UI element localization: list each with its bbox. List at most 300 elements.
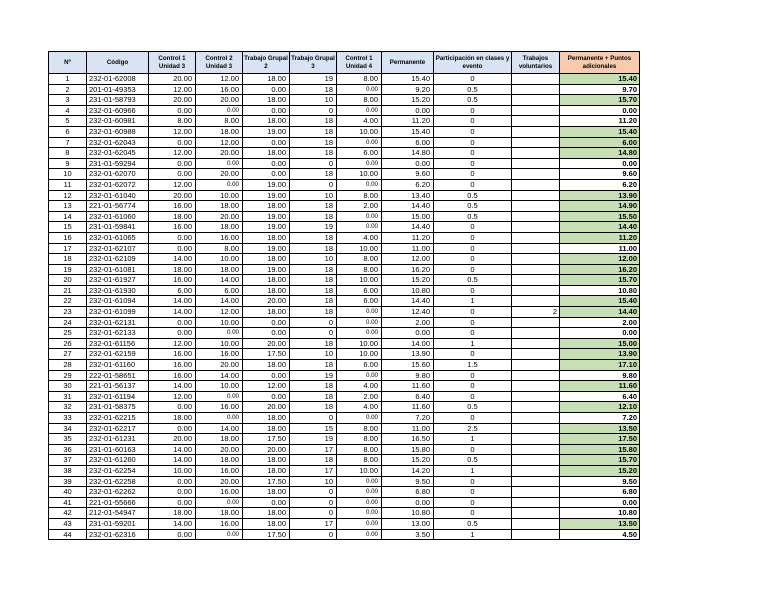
cell-numero[interactable]: 30 <box>49 381 87 392</box>
cell-codigo[interactable]: 232-01-62215 <box>87 413 149 424</box>
cell-trabajo-grupal-3[interactable]: 17 <box>290 518 337 529</box>
cell-numero[interactable]: 5 <box>49 116 87 127</box>
cell-trabajos-voluntarios[interactable] <box>512 370 560 381</box>
cell-codigo[interactable]: 232-01-62262 <box>87 487 149 498</box>
cell-control1-u4[interactable]: 0.00 <box>337 518 382 529</box>
cell-control2-u3[interactable]: 20.00 <box>196 360 243 371</box>
cell-trabajo-grupal-3[interactable]: 18 <box>290 211 337 222</box>
cell-trabajos-voluntarios[interactable] <box>512 476 560 487</box>
cell-trabajos-voluntarios[interactable] <box>512 243 560 254</box>
cell-permanente-puntos[interactable]: 15.70 <box>560 95 640 106</box>
cell-control2-u3[interactable]: 20.00 <box>196 95 243 106</box>
cell-control1-u3[interactable]: 8.00 <box>149 116 196 127</box>
cell-codigo[interactable]: 201-01-49353 <box>87 84 149 95</box>
cell-control1-u4[interactable]: 8.00 <box>337 95 382 106</box>
cell-control2-u3[interactable]: 12.00 <box>196 307 243 318</box>
cell-permanente[interactable]: 11.20 <box>382 116 434 127</box>
cell-trabajos-voluntarios[interactable] <box>512 349 560 360</box>
cell-permanente[interactable]: 6.00 <box>382 137 434 148</box>
cell-trabajo-grupal-2[interactable]: 18.00 <box>243 285 290 296</box>
cell-permanente-puntos[interactable]: 0.00 <box>560 328 640 339</box>
cell-control1-u3[interactable]: 0.00 <box>149 423 196 434</box>
cell-participacion[interactable]: 0 <box>434 349 512 360</box>
cell-participacion[interactable]: 0 <box>434 328 512 339</box>
cell-numero[interactable]: 8 <box>49 148 87 159</box>
cell-participacion[interactable]: 1 <box>434 296 512 307</box>
cell-control1-u3[interactable]: 14.00 <box>149 307 196 318</box>
cell-trabajo-grupal-2[interactable]: 0.00 <box>243 317 290 328</box>
cell-permanente[interactable]: 15.40 <box>382 126 434 137</box>
cell-control2-u3[interactable]: 18.00 <box>196 201 243 212</box>
cell-participacion[interactable]: 0.5 <box>434 95 512 106</box>
cell-numero[interactable]: 24 <box>49 317 87 328</box>
cell-numero[interactable]: 14 <box>49 211 87 222</box>
cell-numero[interactable]: 42 <box>49 508 87 519</box>
cell-control1-u4[interactable]: 0.00 <box>337 497 382 508</box>
cell-control1-u3[interactable]: 20.00 <box>149 434 196 445</box>
cell-trabajo-grupal-3[interactable]: 0 <box>290 317 337 328</box>
cell-control1-u3[interactable]: 0.00 <box>149 169 196 180</box>
cell-trabajo-grupal-2[interactable]: 12.00 <box>243 381 290 392</box>
cell-codigo[interactable]: 232-01-62107 <box>87 243 149 254</box>
cell-numero[interactable]: 25 <box>49 328 87 339</box>
cell-control2-u3[interactable]: 10.00 <box>196 190 243 201</box>
cell-trabajos-voluntarios[interactable] <box>512 275 560 286</box>
cell-control1-u4[interactable]: 4.00 <box>337 116 382 127</box>
cell-participacion[interactable]: 0 <box>434 158 512 169</box>
cell-numero[interactable]: 35 <box>49 434 87 445</box>
cell-control2-u3[interactable]: 8.00 <box>196 243 243 254</box>
cell-control2-u3[interactable]: 18.00 <box>196 126 243 137</box>
cell-control1-u4[interactable]: 10.00 <box>337 169 382 180</box>
cell-trabajo-grupal-2[interactable]: 17.50 <box>243 476 290 487</box>
cell-permanente[interactable]: 15.80 <box>382 444 434 455</box>
cell-codigo[interactable]: 231-01-60163 <box>87 444 149 455</box>
cell-trabajo-grupal-3[interactable]: 18 <box>290 285 337 296</box>
cell-trabajos-voluntarios[interactable] <box>512 487 560 498</box>
cell-codigo[interactable]: 221-01-55666 <box>87 497 149 508</box>
cell-permanente[interactable]: 15.40 <box>382 74 434 85</box>
cell-control1-u3[interactable]: 0.00 <box>149 243 196 254</box>
cell-permanente[interactable]: 0.00 <box>382 328 434 339</box>
cell-trabajo-grupal-3[interactable]: 18 <box>290 296 337 307</box>
cell-trabajo-grupal-3[interactable]: 18 <box>290 455 337 466</box>
cell-trabajos-voluntarios[interactable] <box>512 465 560 476</box>
cell-codigo[interactable]: 232-01-62109 <box>87 254 149 265</box>
cell-codigo[interactable]: 232-01-62131 <box>87 317 149 328</box>
cell-control1-u4[interactable]: 6.00 <box>337 285 382 296</box>
cell-permanente-puntos[interactable]: 2.00 <box>560 317 640 328</box>
cell-control1-u4[interactable]: 2.00 <box>337 201 382 212</box>
cell-participacion[interactable]: 0.5 <box>434 518 512 529</box>
cell-trabajo-grupal-2[interactable]: 18.00 <box>243 74 290 85</box>
cell-control2-u3[interactable]: 16.00 <box>196 518 243 529</box>
cell-participacion[interactable]: 2.5 <box>434 423 512 434</box>
cell-control2-u3[interactable]: 14.00 <box>196 423 243 434</box>
cell-trabajo-grupal-2[interactable]: 18.00 <box>243 275 290 286</box>
cell-permanente[interactable]: 0.00 <box>382 497 434 508</box>
cell-control1-u3[interactable]: 16.00 <box>149 275 196 286</box>
cell-control1-u4[interactable]: 0.00 <box>337 137 382 148</box>
cell-numero[interactable]: 39 <box>49 476 87 487</box>
cell-trabajo-grupal-3[interactable]: 17 <box>290 444 337 455</box>
cell-permanente-puntos[interactable]: 14.80 <box>560 148 640 159</box>
cell-trabajos-voluntarios[interactable] <box>512 74 560 85</box>
cell-permanente[interactable]: 0.00 <box>382 105 434 116</box>
cell-permanente[interactable]: 15.20 <box>382 455 434 466</box>
cell-permanente-puntos[interactable]: 6.40 <box>560 391 640 402</box>
cell-numero[interactable]: 7 <box>49 137 87 148</box>
cell-permanente[interactable]: 3.50 <box>382 529 434 540</box>
cell-trabajo-grupal-3[interactable]: 17 <box>290 465 337 476</box>
cell-permanente-puntos[interactable]: 16.20 <box>560 264 640 275</box>
cell-trabajo-grupal-3[interactable]: 15 <box>290 423 337 434</box>
cell-codigo[interactable]: 232-01-61160 <box>87 360 149 371</box>
cell-permanente-puntos[interactable]: 0.00 <box>560 105 640 116</box>
cell-control2-u3[interactable]: 10.00 <box>196 381 243 392</box>
cell-control1-u3[interactable]: 0.00 <box>149 232 196 243</box>
cell-control2-u3[interactable]: 20.00 <box>196 476 243 487</box>
cell-numero[interactable]: 40 <box>49 487 87 498</box>
cell-control1-u4[interactable]: 8.00 <box>337 254 382 265</box>
cell-control1-u4[interactable]: 0.00 <box>337 84 382 95</box>
cell-permanente[interactable]: 14.00 <box>382 338 434 349</box>
cell-codigo[interactable]: 232-01-61081 <box>87 264 149 275</box>
cell-trabajo-grupal-3[interactable]: 0 <box>290 179 337 190</box>
cell-trabajo-grupal-2[interactable]: 19.00 <box>243 243 290 254</box>
cell-trabajo-grupal-2[interactable]: 17.50 <box>243 434 290 445</box>
cell-control1-u4[interactable]: 2.00 <box>337 391 382 402</box>
cell-permanente[interactable]: 11.00 <box>382 423 434 434</box>
cell-codigo[interactable]: 212-01-54947 <box>87 508 149 519</box>
cell-trabajos-voluntarios[interactable] <box>512 423 560 434</box>
cell-control2-u3[interactable]: 18.00 <box>196 264 243 275</box>
cell-control1-u3[interactable]: 16.00 <box>149 201 196 212</box>
cell-trabajo-grupal-2[interactable]: 18.00 <box>243 508 290 519</box>
cell-control1-u3[interactable]: 12.00 <box>149 84 196 95</box>
cell-trabajo-grupal-3[interactable]: 18 <box>290 402 337 413</box>
cell-trabajo-grupal-2[interactable]: 20.00 <box>243 338 290 349</box>
cell-permanente-puntos[interactable]: 0.00 <box>560 497 640 508</box>
cell-codigo[interactable]: 232-01-62254 <box>87 465 149 476</box>
cell-codigo[interactable]: 232-01-61260 <box>87 455 149 466</box>
cell-codigo[interactable]: 232-01-61231 <box>87 434 149 445</box>
cell-control1-u4[interactable]: 4.00 <box>337 402 382 413</box>
cell-participacion[interactable]: 1 <box>434 529 512 540</box>
cell-trabajos-voluntarios[interactable] <box>512 211 560 222</box>
cell-control2-u3[interactable]: 20.00 <box>196 211 243 222</box>
cell-participacion[interactable]: 0 <box>434 476 512 487</box>
cell-participacion[interactable]: 0 <box>434 137 512 148</box>
cell-participacion[interactable]: 0 <box>434 105 512 116</box>
cell-trabajos-voluntarios[interactable] <box>512 455 560 466</box>
cell-trabajo-grupal-3[interactable]: 0 <box>290 158 337 169</box>
cell-trabajo-grupal-3[interactable]: 18 <box>290 137 337 148</box>
cell-participacion[interactable]: 0 <box>434 148 512 159</box>
cell-permanente-puntos[interactable]: 11.00 <box>560 243 640 254</box>
cell-control2-u3[interactable]: 0.00 <box>196 529 243 540</box>
cell-codigo[interactable]: 231-01-58793 <box>87 95 149 106</box>
cell-numero[interactable]: 21 <box>49 285 87 296</box>
cell-permanente-puntos[interactable]: 15.40 <box>560 74 640 85</box>
cell-numero[interactable]: 43 <box>49 518 87 529</box>
cell-control1-u3[interactable]: 20.00 <box>149 74 196 85</box>
cell-permanente-puntos[interactable]: 14.40 <box>560 307 640 318</box>
cell-numero[interactable]: 10 <box>49 169 87 180</box>
cell-control2-u3[interactable]: 12.00 <box>196 74 243 85</box>
cell-control1-u3[interactable]: 12.00 <box>149 338 196 349</box>
cell-participacion[interactable]: 0.5 <box>434 190 512 201</box>
cell-permanente-puntos[interactable]: 7.20 <box>560 413 640 424</box>
cell-trabajo-grupal-2[interactable]: 19.00 <box>243 222 290 233</box>
cell-control1-u3[interactable]: 14.00 <box>149 254 196 265</box>
cell-trabajos-voluntarios[interactable] <box>512 434 560 445</box>
cell-control2-u3[interactable]: 16.00 <box>196 465 243 476</box>
cell-codigo[interactable]: 232-01-62043 <box>87 137 149 148</box>
cell-codigo[interactable]: 232-01-61927 <box>87 275 149 286</box>
cell-permanente[interactable]: 9.80 <box>382 370 434 381</box>
cell-trabajos-voluntarios[interactable] <box>512 529 560 540</box>
cell-numero[interactable]: 41 <box>49 497 87 508</box>
cell-trabajo-grupal-3[interactable]: 19 <box>290 434 337 445</box>
cell-control1-u3[interactable]: 14.00 <box>149 455 196 466</box>
cell-control1-u3[interactable]: 18.00 <box>149 508 196 519</box>
cell-control1-u4[interactable]: 0.00 <box>337 317 382 328</box>
cell-control1-u3[interactable]: 6.00 <box>149 285 196 296</box>
cell-trabajo-grupal-2[interactable]: 18.00 <box>243 518 290 529</box>
cell-trabajo-grupal-3[interactable]: 10 <box>290 254 337 265</box>
cell-codigo[interactable]: 232-01-62070 <box>87 169 149 180</box>
cell-control2-u3[interactable]: 8.00 <box>196 116 243 127</box>
cell-trabajo-grupal-3[interactable]: 18 <box>290 148 337 159</box>
cell-participacion[interactable]: 0 <box>434 264 512 275</box>
cell-trabajo-grupal-3[interactable]: 0 <box>290 413 337 424</box>
cell-trabajo-grupal-2[interactable]: 18.00 <box>243 254 290 265</box>
cell-trabajo-grupal-3[interactable]: 18 <box>290 381 337 392</box>
cell-codigo[interactable]: 232-01-61060 <box>87 211 149 222</box>
cell-control2-u3[interactable]: 0.00 <box>196 158 243 169</box>
cell-participacion[interactable]: 0 <box>434 232 512 243</box>
cell-control1-u3[interactable]: 14.00 <box>149 444 196 455</box>
cell-trabajo-grupal-2[interactable]: 18.00 <box>243 232 290 243</box>
cell-codigo[interactable]: 232-01-60981 <box>87 116 149 127</box>
cell-trabajo-grupal-2[interactable]: 20.00 <box>243 296 290 307</box>
cell-trabajo-grupal-2[interactable]: 19.00 <box>243 264 290 275</box>
cell-control1-u4[interactable]: 0.00 <box>337 158 382 169</box>
cell-control2-u3[interactable]: 6.00 <box>196 285 243 296</box>
cell-control1-u4[interactable]: 8.00 <box>337 264 382 275</box>
cell-codigo[interactable]: 221-01-56774 <box>87 201 149 212</box>
cell-permanente-puntos[interactable]: 13.90 <box>560 190 640 201</box>
cell-participacion[interactable]: 0 <box>434 285 512 296</box>
cell-permanente[interactable]: 16.20 <box>382 264 434 275</box>
cell-control2-u3[interactable]: 0.00 <box>196 328 243 339</box>
cell-trabajo-grupal-3[interactable]: 18 <box>290 264 337 275</box>
cell-permanente-puntos[interactable]: 13.50 <box>560 423 640 434</box>
cell-permanente-puntos[interactable]: 11.20 <box>560 232 640 243</box>
cell-control1-u4[interactable]: 0.00 <box>337 487 382 498</box>
cell-codigo[interactable]: 231-01-58375 <box>87 402 149 413</box>
cell-control1-u4[interactable]: 0.00 <box>337 105 382 116</box>
cell-trabajos-voluntarios[interactable] <box>512 285 560 296</box>
cell-numero[interactable]: 36 <box>49 444 87 455</box>
cell-codigo[interactable]: 232-01-61930 <box>87 285 149 296</box>
cell-permanente[interactable]: 15.20 <box>382 275 434 286</box>
cell-trabajo-grupal-2[interactable]: 0.00 <box>243 370 290 381</box>
cell-participacion[interactable]: 1.5 <box>434 360 512 371</box>
cell-control1-u3[interactable]: 18.00 <box>149 413 196 424</box>
cell-numero[interactable]: 22 <box>49 296 87 307</box>
cell-permanente-puntos[interactable]: 14.90 <box>560 201 640 212</box>
cell-control2-u3[interactable]: 18.00 <box>196 455 243 466</box>
cell-permanente-puntos[interactable]: 12.00 <box>560 254 640 265</box>
cell-control1-u4[interactable]: 8.00 <box>337 74 382 85</box>
cell-trabajo-grupal-3[interactable]: 0 <box>290 487 337 498</box>
cell-numero[interactable]: 19 <box>49 264 87 275</box>
cell-control1-u3[interactable]: 12.00 <box>149 179 196 190</box>
cell-permanente[interactable]: 11.60 <box>382 402 434 413</box>
cell-permanente[interactable]: 10.80 <box>382 285 434 296</box>
cell-control1-u4[interactable]: 8.00 <box>337 455 382 466</box>
cell-trabajo-grupal-3[interactable]: 19 <box>290 222 337 233</box>
cell-numero[interactable]: 15 <box>49 222 87 233</box>
cell-trabajo-grupal-2[interactable]: 18.00 <box>243 413 290 424</box>
cell-trabajo-grupal-3[interactable]: 10 <box>290 349 337 360</box>
cell-permanente-puntos[interactable]: 9.80 <box>560 370 640 381</box>
cell-control2-u3[interactable]: 0.00 <box>196 105 243 116</box>
cell-trabajo-grupal-3[interactable]: 18 <box>290 169 337 180</box>
cell-permanente-puntos[interactable]: 12.10 <box>560 402 640 413</box>
cell-control1-u3[interactable]: 14.00 <box>149 296 196 307</box>
cell-control2-u3[interactable]: 16.00 <box>196 84 243 95</box>
cell-permanente-puntos[interactable]: 13.50 <box>560 518 640 529</box>
cell-codigo[interactable]: 232-01-62008 <box>87 74 149 85</box>
cell-numero[interactable]: 9 <box>49 158 87 169</box>
cell-trabajos-voluntarios[interactable] <box>512 105 560 116</box>
cell-numero[interactable]: 16 <box>49 232 87 243</box>
cell-permanente-puntos[interactable]: 13.90 <box>560 349 640 360</box>
cell-control2-u3[interactable]: 0.00 <box>196 413 243 424</box>
cell-permanente[interactable]: 11.00 <box>382 243 434 254</box>
cell-control1-u4[interactable]: 10.00 <box>337 126 382 137</box>
cell-trabajo-grupal-2[interactable]: 18.00 <box>243 116 290 127</box>
cell-permanente[interactable]: 14.40 <box>382 296 434 307</box>
cell-trabajos-voluntarios[interactable] <box>512 169 560 180</box>
cell-permanente[interactable]: 9.50 <box>382 476 434 487</box>
cell-trabajo-grupal-2[interactable]: 18.00 <box>243 455 290 466</box>
cell-trabajo-grupal-3[interactable]: 19 <box>290 74 337 85</box>
cell-trabajos-voluntarios[interactable] <box>512 328 560 339</box>
cell-trabajos-voluntarios[interactable]: 2 <box>512 307 560 318</box>
cell-trabajos-voluntarios[interactable] <box>512 508 560 519</box>
cell-control1-u3[interactable]: 10.00 <box>149 465 196 476</box>
cell-control1-u3[interactable]: 12.00 <box>149 148 196 159</box>
cell-participacion[interactable]: 0.5 <box>434 275 512 286</box>
cell-control2-u3[interactable]: 14.00 <box>196 296 243 307</box>
cell-participacion[interactable]: 0.5 <box>434 201 512 212</box>
cell-trabajo-grupal-3[interactable]: 18 <box>290 275 337 286</box>
cell-trabajo-grupal-2[interactable]: 19.00 <box>243 179 290 190</box>
cell-trabajo-grupal-2[interactable]: 0.00 <box>243 391 290 402</box>
cell-numero[interactable]: 28 <box>49 360 87 371</box>
cell-participacion[interactable]: 0 <box>434 317 512 328</box>
cell-permanente[interactable]: 6.20 <box>382 179 434 190</box>
cell-control1-u4[interactable]: 10.00 <box>337 275 382 286</box>
cell-control1-u4[interactable]: 0.00 <box>337 413 382 424</box>
cell-permanente-puntos[interactable]: 9.70 <box>560 84 640 95</box>
cell-control1-u4[interactable]: 8.00 <box>337 444 382 455</box>
cell-control1-u4[interactable]: 10.00 <box>337 338 382 349</box>
cell-permanente-puntos[interactable]: 15.40 <box>560 126 640 137</box>
cell-trabajo-grupal-2[interactable]: 0.00 <box>243 169 290 180</box>
cell-permanente-puntos[interactable]: 6.80 <box>560 487 640 498</box>
cell-permanente-puntos[interactable]: 15.40 <box>560 296 640 307</box>
cell-trabajo-grupal-3[interactable]: 18 <box>290 391 337 402</box>
cell-numero[interactable]: 29 <box>49 370 87 381</box>
cell-trabajo-grupal-3[interactable]: 18 <box>290 338 337 349</box>
cell-control1-u4[interactable]: 0.00 <box>337 222 382 233</box>
cell-permanente-puntos[interactable]: 9.50 <box>560 476 640 487</box>
cell-codigo[interactable]: 231-01-59201 <box>87 518 149 529</box>
cell-permanente[interactable]: 15.60 <box>382 360 434 371</box>
cell-control1-u4[interactable]: 8.00 <box>337 434 382 445</box>
cell-control1-u4[interactable]: 0.00 <box>337 328 382 339</box>
cell-trabajos-voluntarios[interactable] <box>512 444 560 455</box>
cell-numero[interactable]: 33 <box>49 413 87 424</box>
cell-control1-u4[interactable]: 6.00 <box>337 296 382 307</box>
cell-control1-u4[interactable]: 10.00 <box>337 349 382 360</box>
cell-permanente[interactable]: 9.60 <box>382 169 434 180</box>
cell-codigo[interactable]: 232-01-61065 <box>87 232 149 243</box>
cell-trabajo-grupal-2[interactable]: 0.00 <box>243 137 290 148</box>
cell-permanente[interactable]: 10.80 <box>382 508 434 519</box>
cell-trabajo-grupal-2[interactable]: 0.00 <box>243 158 290 169</box>
cell-participacion[interactable]: 0 <box>434 381 512 392</box>
cell-control2-u3[interactable]: 12.00 <box>196 137 243 148</box>
cell-control2-u3[interactable]: 16.00 <box>196 349 243 360</box>
cell-codigo[interactable]: 222-01-58651 <box>87 370 149 381</box>
cell-trabajos-voluntarios[interactable] <box>512 126 560 137</box>
cell-control2-u3[interactable]: 18.00 <box>196 434 243 445</box>
cell-control1-u4[interactable]: 0.00 <box>337 307 382 318</box>
cell-participacion[interactable]: 0 <box>434 444 512 455</box>
cell-trabajo-grupal-3[interactable]: 18 <box>290 84 337 95</box>
cell-numero[interactable]: 18 <box>49 254 87 265</box>
cell-trabajo-grupal-3[interactable]: 10 <box>290 476 337 487</box>
cell-trabajos-voluntarios[interactable] <box>512 381 560 392</box>
cell-participacion[interactable]: 0.5 <box>434 455 512 466</box>
cell-trabajo-grupal-2[interactable]: 0.00 <box>243 84 290 95</box>
cell-trabajos-voluntarios[interactable] <box>512 391 560 402</box>
cell-trabajos-voluntarios[interactable] <box>512 222 560 233</box>
cell-permanente[interactable]: 14.80 <box>382 148 434 159</box>
cell-control1-u3[interactable]: 14.00 <box>149 518 196 529</box>
cell-permanente-puntos[interactable]: 15.70 <box>560 275 640 286</box>
cell-trabajos-voluntarios[interactable] <box>512 254 560 265</box>
cell-trabajo-grupal-3[interactable]: 0 <box>290 508 337 519</box>
cell-control1-u3[interactable]: 0.00 <box>149 497 196 508</box>
cell-codigo[interactable]: 231-01-59841 <box>87 222 149 233</box>
cell-participacion[interactable]: 0 <box>434 370 512 381</box>
cell-permanente-puntos[interactable]: 11.60 <box>560 381 640 392</box>
cell-codigo[interactable]: 232-01-61099 <box>87 307 149 318</box>
cell-trabajo-grupal-3[interactable]: 0 <box>290 105 337 116</box>
cell-permanente-puntos[interactable]: 6.20 <box>560 179 640 190</box>
cell-participacion[interactable]: 0.5 <box>434 211 512 222</box>
cell-trabajo-grupal-2[interactable]: 18.00 <box>243 95 290 106</box>
cell-control1-u4[interactable]: 4.00 <box>337 381 382 392</box>
cell-permanente-puntos[interactable]: 11.20 <box>560 116 640 127</box>
